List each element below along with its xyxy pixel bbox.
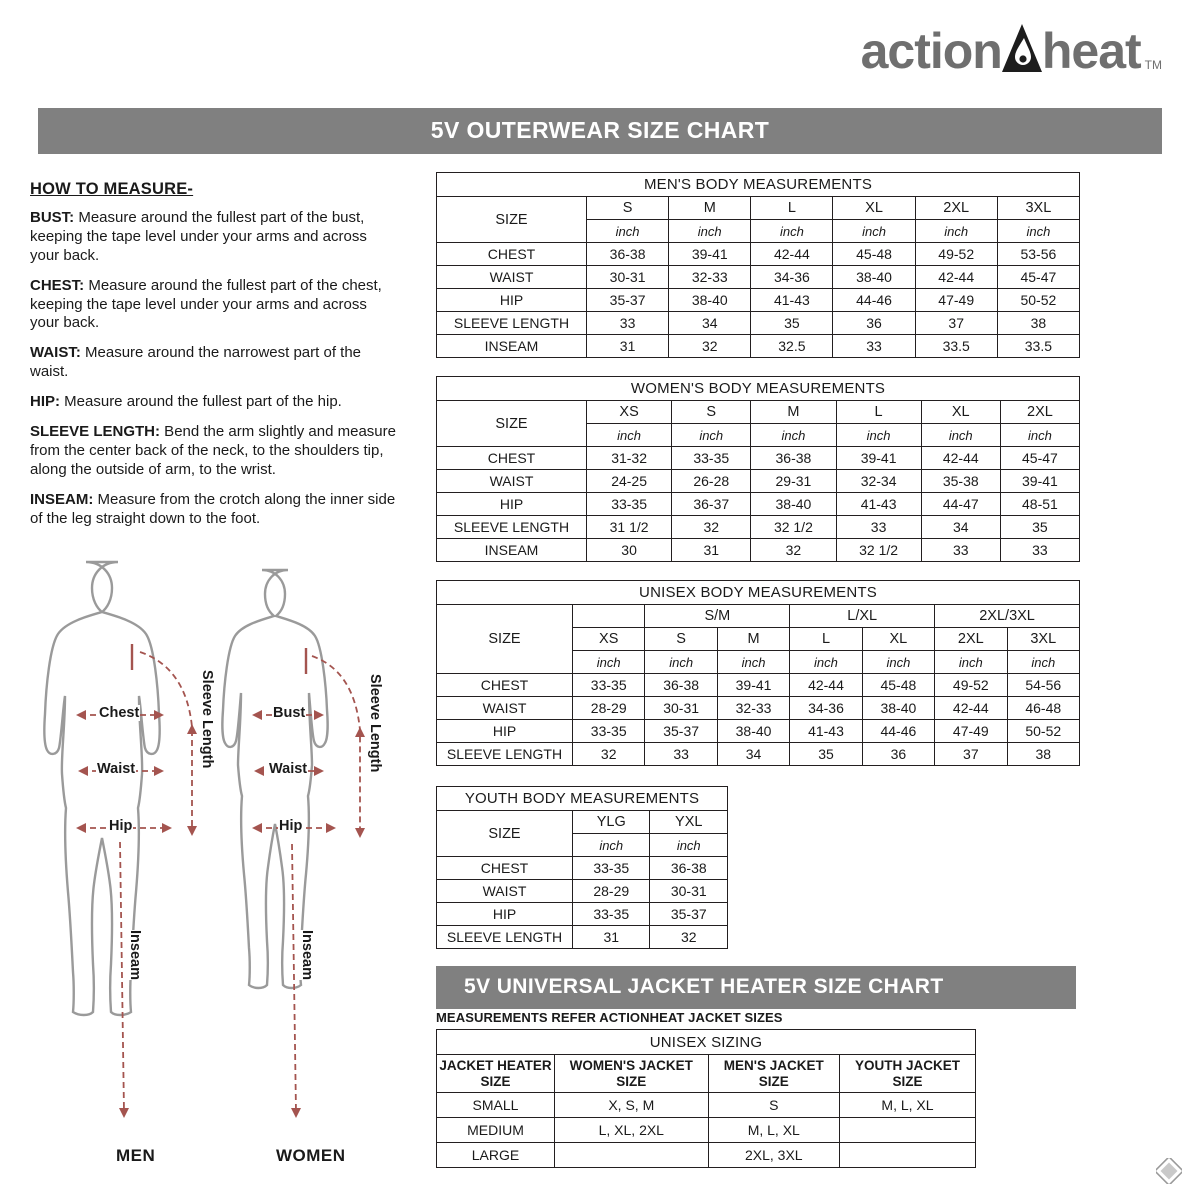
youth-size-ylg: YLG bbox=[573, 811, 650, 834]
diamond-icon bbox=[1156, 1158, 1182, 1184]
unisex-hip-2xl: 47-49 bbox=[935, 720, 1007, 743]
mens-waist-3xl: 45-47 bbox=[997, 266, 1079, 289]
womens-waist-s: 26-28 bbox=[672, 470, 751, 493]
unisex-table-title: UNISEX BODY MEASUREMENTS bbox=[437, 581, 1080, 605]
measure-text-bust: Measure around the fullest part of the bust, keeping the tape level under your arms and across your back. bbox=[30, 209, 367, 264]
logo-text-action: action bbox=[860, 23, 1002, 79]
mens-waist-l: 34-36 bbox=[751, 266, 833, 289]
womens-hip-m: 38-40 bbox=[751, 493, 836, 516]
womens-waist-xs: 24-25 bbox=[587, 470, 672, 493]
men-inseam-label: Inseam bbox=[127, 930, 143, 980]
unisex-unit-3: inch bbox=[717, 651, 789, 674]
mens-size-2xl: 2XL bbox=[915, 197, 997, 220]
heater-small-mens: S bbox=[708, 1093, 839, 1118]
measure-text-chest: Measure around the fullest part of the chest, keeping the tape level under your arms and across your back. bbox=[30, 276, 382, 332]
unisex-waist-2xl: 42-44 bbox=[935, 697, 1007, 720]
measure-text-hip: Measure around the fullest part of the hip. bbox=[60, 393, 342, 411]
womens-chest-l: 39-41 bbox=[836, 447, 921, 470]
mens-chest-l: 42-44 bbox=[751, 243, 833, 266]
womens-measurements-table bbox=[436, 376, 1080, 562]
table-row bbox=[437, 1143, 976, 1168]
logo-text-heat: heat bbox=[1041, 23, 1141, 79]
womens-row-label-chest: CHEST bbox=[437, 447, 587, 470]
unisex-unit-4: inch bbox=[790, 651, 862, 674]
unisex-sleeve-s: 33 bbox=[645, 743, 717, 766]
mens-size-m: M bbox=[669, 197, 751, 220]
mens-inseam-xl: 33 bbox=[833, 335, 915, 358]
unisex-waist-xl: 38-40 bbox=[862, 697, 934, 720]
mens-chest-xl: 45-48 bbox=[833, 243, 915, 266]
womens-table-title: WOMEN'S BODY MEASUREMENTS bbox=[437, 377, 1080, 401]
heater-header-jacket-heater-size: JACKET HEATER SIZE bbox=[437, 1055, 555, 1093]
mens-row-label-waist: WAIST bbox=[437, 266, 587, 289]
unisex-sleeve-2xl: 37 bbox=[935, 743, 1007, 766]
heater-header-youth-jacket-size: YOUTH JACKET SIZE bbox=[839, 1055, 975, 1093]
womens-unit-6: inch bbox=[1000, 424, 1079, 447]
women-bust-label: Bust bbox=[273, 705, 306, 721]
unisex-size-2xl: 2XL bbox=[935, 628, 1007, 651]
unisex-hip-l: 41-43 bbox=[790, 720, 862, 743]
unisex-chest-xs: 33-35 bbox=[573, 674, 645, 697]
mens-row-label-sleeve: SLEEVE LENGTH bbox=[437, 312, 587, 335]
youth-sleeve-yxl: 32 bbox=[650, 926, 728, 949]
womens-row-label-waist: WAIST bbox=[437, 470, 587, 493]
table-title-row bbox=[437, 1030, 976, 1055]
table-row bbox=[437, 470, 1080, 493]
table-row bbox=[437, 493, 1080, 516]
table-header-row bbox=[437, 811, 728, 834]
womens-waist-xl: 35-38 bbox=[921, 470, 1000, 493]
heater-row-label-large: LARGE bbox=[437, 1143, 555, 1168]
brand-logo bbox=[860, 22, 1162, 79]
how-to-measure-section bbox=[30, 180, 400, 539]
unisex-chest-s: 36-38 bbox=[645, 674, 717, 697]
womens-row-label-inseam: INSEAM bbox=[437, 539, 587, 562]
unisex-sleeve-l: 35 bbox=[790, 743, 862, 766]
unisex-chest-m: 39-41 bbox=[717, 674, 789, 697]
mens-chest-m: 39-41 bbox=[669, 243, 751, 266]
table-row bbox=[437, 243, 1080, 266]
flame-icon bbox=[1000, 22, 1044, 76]
womens-unit-3: inch bbox=[751, 424, 836, 447]
womens-unit-1: inch bbox=[587, 424, 672, 447]
womens-sleeve-2xl: 35 bbox=[1000, 516, 1079, 539]
table-row bbox=[437, 697, 1080, 720]
men-hip-label: Hip bbox=[109, 818, 133, 834]
heater-large-womens bbox=[555, 1143, 709, 1168]
womens-waist-l: 32-34 bbox=[836, 470, 921, 493]
measure-item-sleeve bbox=[30, 423, 400, 480]
mens-size-label: SIZE bbox=[437, 197, 587, 243]
men-sleeve-label: Sleeve Length bbox=[199, 670, 215, 769]
table-row bbox=[437, 266, 1080, 289]
mens-measurements-table bbox=[436, 172, 1080, 358]
measure-text-waist: Measure around the narrowest part of the waist. bbox=[30, 344, 362, 381]
table-header-row bbox=[437, 197, 1080, 220]
measure-term-sleeve: SLEEVE LENGTH: bbox=[30, 423, 161, 441]
table-row bbox=[437, 539, 1080, 562]
youth-row-label-hip: HIP bbox=[437, 903, 573, 926]
unisex-waist-s: 30-31 bbox=[645, 697, 717, 720]
unisex-row-label-chest: CHEST bbox=[437, 674, 573, 697]
youth-table-title: YOUTH BODY MEASUREMENTS bbox=[437, 787, 728, 811]
table-row bbox=[437, 335, 1080, 358]
womens-waist-2xl: 39-41 bbox=[1000, 470, 1079, 493]
heater-row-label-medium: MEDIUM bbox=[437, 1118, 555, 1143]
table-row bbox=[437, 289, 1080, 312]
womens-size-xl: XL bbox=[921, 401, 1000, 424]
heater-medium-mens: M, L, XL bbox=[708, 1118, 839, 1143]
womens-chest-xs: 31-32 bbox=[587, 447, 672, 470]
womens-size-xs: XS bbox=[587, 401, 672, 424]
womens-unit-2: inch bbox=[672, 424, 751, 447]
mens-inseam-3xl: 33.5 bbox=[997, 335, 1079, 358]
womens-hip-xs: 33-35 bbox=[587, 493, 672, 516]
unisex-size-s: S bbox=[645, 628, 717, 651]
page-title: 5V OUTERWEAR SIZE CHART bbox=[38, 108, 1162, 154]
heater-medium-womens: L, XL, 2XL bbox=[555, 1118, 709, 1143]
unisex-chest-l: 42-44 bbox=[790, 674, 862, 697]
mens-hip-xl: 44-46 bbox=[833, 289, 915, 312]
mens-size-3xl: 3XL bbox=[997, 197, 1079, 220]
unisex-row-label-waist: WAIST bbox=[437, 697, 573, 720]
unisex-size-label: SIZE bbox=[437, 605, 573, 674]
mens-inseam-s: 31 bbox=[587, 335, 669, 358]
men-chest-label: Chest bbox=[99, 705, 140, 721]
mens-hip-3xl: 50-52 bbox=[997, 289, 1079, 312]
unisex-sleeve-xs: 32 bbox=[573, 743, 645, 766]
women-waist-label: Waist bbox=[269, 761, 308, 777]
youth-hip-ylg: 33-35 bbox=[573, 903, 650, 926]
table-header-row bbox=[437, 1055, 976, 1093]
unisex-group-lxl: L/XL bbox=[790, 605, 935, 628]
how-to-measure-heading: HOW TO MEASURE- bbox=[30, 180, 194, 198]
womens-inseam-s: 31 bbox=[672, 539, 751, 562]
unisex-size-xl: XL bbox=[862, 628, 934, 651]
mens-size-xl: XL bbox=[833, 197, 915, 220]
unisex-chest-3xl: 54-56 bbox=[1007, 674, 1079, 697]
mens-size-l: L bbox=[751, 197, 833, 220]
womens-chest-s: 33-35 bbox=[672, 447, 751, 470]
table-row bbox=[437, 1118, 976, 1143]
unisex-sleeve-xl: 36 bbox=[862, 743, 934, 766]
mens-hip-l: 41-43 bbox=[751, 289, 833, 312]
table-row bbox=[437, 880, 728, 903]
figure-label-women: WOMEN bbox=[276, 1146, 346, 1165]
womens-inseam-xl: 33 bbox=[921, 539, 1000, 562]
mens-sleeve-3xl: 38 bbox=[997, 312, 1079, 335]
womens-inseam-m: 32 bbox=[751, 539, 836, 562]
measure-item-hip bbox=[30, 393, 400, 412]
unisex-hip-xl: 44-46 bbox=[862, 720, 934, 743]
womens-sleeve-s: 32 bbox=[672, 516, 751, 539]
unisex-waist-l: 34-36 bbox=[790, 697, 862, 720]
body-diagrams bbox=[20, 552, 420, 1172]
youth-chest-ylg: 33-35 bbox=[573, 857, 650, 880]
womens-chest-m: 36-38 bbox=[751, 447, 836, 470]
womens-inseam-xs: 30 bbox=[587, 539, 672, 562]
measure-term-inseam: INSEAM: bbox=[30, 490, 94, 508]
womens-size-label: SIZE bbox=[437, 401, 587, 447]
womens-size-m: M bbox=[751, 401, 836, 424]
unisex-unit-1: inch bbox=[573, 651, 645, 674]
men-waist-label: Waist bbox=[97, 761, 136, 777]
mens-sleeve-l: 35 bbox=[751, 312, 833, 335]
womens-hip-xl: 44-47 bbox=[921, 493, 1000, 516]
measure-text-inseam: Measure from the crotch along the inner side of the leg straight down to the foot. bbox=[30, 490, 396, 527]
measure-item-chest bbox=[30, 277, 400, 334]
unisex-waist-m: 32-33 bbox=[717, 697, 789, 720]
mens-chest-2xl: 49-52 bbox=[915, 243, 997, 266]
womens-sleeve-m: 32 1/2 bbox=[751, 516, 836, 539]
mens-chest-3xl: 53-56 bbox=[997, 243, 1079, 266]
unisex-size-3xl: 3XL bbox=[1007, 628, 1079, 651]
mens-row-label-chest: CHEST bbox=[437, 243, 587, 266]
unisex-hip-xs: 33-35 bbox=[573, 720, 645, 743]
heater-note: MEASUREMENTS REFER ACTIONHEAT JACKET SIZES bbox=[436, 1010, 783, 1025]
mens-waist-s: 30-31 bbox=[587, 266, 669, 289]
heater-small-youth: M, L, XL bbox=[839, 1093, 975, 1118]
mens-waist-xl: 38-40 bbox=[833, 266, 915, 289]
womens-chest-xl: 42-44 bbox=[921, 447, 1000, 470]
womens-size-s: S bbox=[672, 401, 751, 424]
youth-unit-1: inch bbox=[573, 834, 650, 857]
measure-item-bust bbox=[30, 209, 400, 266]
mens-row-label-hip: HIP bbox=[437, 289, 587, 312]
measure-item-inseam bbox=[30, 491, 400, 529]
unisex-unit-2: inch bbox=[645, 651, 717, 674]
womens-row-label-hip: HIP bbox=[437, 493, 587, 516]
mens-hip-m: 38-40 bbox=[669, 289, 751, 312]
youth-hip-yxl: 35-37 bbox=[650, 903, 728, 926]
measure-term-hip: HIP: bbox=[30, 393, 60, 411]
mens-waist-2xl: 42-44 bbox=[915, 266, 997, 289]
mens-inseam-m: 32 bbox=[669, 335, 751, 358]
womens-hip-s: 36-37 bbox=[672, 493, 751, 516]
youth-measurements-table bbox=[436, 786, 728, 949]
table-row bbox=[437, 720, 1080, 743]
unisex-hip-s: 35-37 bbox=[645, 720, 717, 743]
heater-small-womens: X, S, M bbox=[555, 1093, 709, 1118]
womens-unit-4: inch bbox=[836, 424, 921, 447]
table-header-row bbox=[437, 401, 1080, 424]
unisex-group-sm: S/M bbox=[645, 605, 790, 628]
youth-unit-2: inch bbox=[650, 834, 728, 857]
unisex-size-m: M bbox=[717, 628, 789, 651]
measure-text-sleeve: Bend the arm slightly and measure from the center back of the neck, to the shoulders tip, along the outside of arm, to the wrist. bbox=[30, 423, 396, 478]
heater-large-youth bbox=[839, 1143, 975, 1168]
womens-hip-l: 41-43 bbox=[836, 493, 921, 516]
mens-sleeve-s: 33 bbox=[587, 312, 669, 335]
mens-size-s: S bbox=[587, 197, 669, 220]
womens-size-l: L bbox=[836, 401, 921, 424]
mens-row-label-inseam: INSEAM bbox=[437, 335, 587, 358]
unisex-unit-5: inch bbox=[862, 651, 934, 674]
heater-section-title: 5V UNIVERSAL JACKET HEATER SIZE CHART bbox=[436, 966, 1076, 1009]
unisex-sleeve-3xl: 38 bbox=[1007, 743, 1079, 766]
unisex-unit-6: inch bbox=[935, 651, 1007, 674]
womens-size-2xl: 2XL bbox=[1000, 401, 1079, 424]
mens-sleeve-xl: 36 bbox=[833, 312, 915, 335]
measure-item-waist bbox=[30, 344, 400, 382]
table-row bbox=[437, 1093, 976, 1118]
unisex-measurements-table bbox=[436, 580, 1080, 766]
table-title-row bbox=[437, 173, 1080, 197]
mens-unit-5: inch bbox=[915, 220, 997, 243]
measure-term-waist: WAIST: bbox=[30, 344, 81, 362]
unisex-row-label-hip: HIP bbox=[437, 720, 573, 743]
youth-waist-yxl: 30-31 bbox=[650, 880, 728, 903]
mens-unit-1: inch bbox=[587, 220, 669, 243]
unisex-chest-xl: 45-48 bbox=[862, 674, 934, 697]
mens-table-title: MEN'S BODY MEASUREMENTS bbox=[437, 173, 1080, 197]
womens-waist-m: 29-31 bbox=[751, 470, 836, 493]
heater-header-mens-jacket-size: MEN'S JACKET SIZE bbox=[708, 1055, 839, 1093]
womens-inseam-2xl: 33 bbox=[1000, 539, 1079, 562]
womens-hip-2xl: 48-51 bbox=[1000, 493, 1079, 516]
heater-medium-youth bbox=[839, 1118, 975, 1143]
unisex-size-xs: XS bbox=[573, 628, 645, 651]
unisex-group-blank bbox=[573, 605, 645, 628]
table-row bbox=[437, 516, 1080, 539]
table-row bbox=[437, 857, 728, 880]
unisex-sleeve-m: 34 bbox=[717, 743, 789, 766]
mens-sleeve-2xl: 37 bbox=[915, 312, 997, 335]
figure-label-men: MEN bbox=[116, 1146, 156, 1165]
mens-unit-2: inch bbox=[669, 220, 751, 243]
heater-large-mens: 2XL, 3XL bbox=[708, 1143, 839, 1168]
youth-chest-yxl: 36-38 bbox=[650, 857, 728, 880]
womens-unit-5: inch bbox=[921, 424, 1000, 447]
mens-hip-s: 35-37 bbox=[587, 289, 669, 312]
unisex-hip-3xl: 50-52 bbox=[1007, 720, 1079, 743]
women-sleeve-label: Sleeve Length bbox=[367, 674, 383, 773]
table-row bbox=[437, 743, 1080, 766]
unisex-unit-7: inch bbox=[1007, 651, 1079, 674]
heater-sizing-table bbox=[436, 1029, 976, 1168]
youth-size-yxl: YXL bbox=[650, 811, 728, 834]
table-row bbox=[437, 674, 1080, 697]
mens-sleeve-m: 34 bbox=[669, 312, 751, 335]
measure-term-bust: BUST: bbox=[30, 209, 75, 226]
unisex-row-label-sleeve: SLEEVE LENGTH bbox=[437, 743, 573, 766]
women-hip-label: Hip bbox=[279, 818, 303, 834]
table-row bbox=[437, 312, 1080, 335]
youth-row-label-waist: WAIST bbox=[437, 880, 573, 903]
mens-inseam-l: 32.5 bbox=[751, 335, 833, 358]
women-inseam-label: Inseam bbox=[299, 930, 315, 980]
unisex-waist-xs: 28-29 bbox=[573, 697, 645, 720]
heater-header-womens-jacket-size: WOMEN'S JACKET SIZE bbox=[555, 1055, 709, 1093]
figure-illustrations bbox=[20, 552, 420, 1152]
table-title-row bbox=[437, 377, 1080, 401]
heater-row-label-small: SMALL bbox=[437, 1093, 555, 1118]
youth-sleeve-ylg: 31 bbox=[573, 926, 650, 949]
table-row bbox=[437, 447, 1080, 470]
mens-hip-2xl: 47-49 bbox=[915, 289, 997, 312]
unisex-waist-3xl: 46-48 bbox=[1007, 697, 1079, 720]
table-title-row bbox=[437, 581, 1080, 605]
womens-sleeve-xl: 34 bbox=[921, 516, 1000, 539]
womens-sleeve-xs: 31 1/2 bbox=[587, 516, 672, 539]
mens-chest-s: 36-38 bbox=[587, 243, 669, 266]
youth-waist-ylg: 28-29 bbox=[573, 880, 650, 903]
unisex-size-l: L bbox=[790, 628, 862, 651]
heater-table-title: UNISEX SIZING bbox=[437, 1030, 976, 1055]
table-title-row bbox=[437, 787, 728, 811]
table-row bbox=[437, 926, 728, 949]
womens-row-label-sleeve: SLEEVE LENGTH bbox=[437, 516, 587, 539]
table-row bbox=[437, 903, 728, 926]
unisex-hip-m: 38-40 bbox=[717, 720, 789, 743]
womens-chest-2xl: 45-47 bbox=[1000, 447, 1079, 470]
measure-term-chest: CHEST: bbox=[30, 276, 85, 294]
youth-row-label-sleeve: SLEEVE LENGTH bbox=[437, 926, 573, 949]
mens-waist-m: 32-33 bbox=[669, 266, 751, 289]
mens-unit-6: inch bbox=[997, 220, 1079, 243]
logo-trademark: TM bbox=[1144, 58, 1162, 72]
mens-unit-3: inch bbox=[751, 220, 833, 243]
table-group-row bbox=[437, 605, 1080, 628]
womens-sleeve-l: 33 bbox=[836, 516, 921, 539]
unisex-chest-2xl: 49-52 bbox=[935, 674, 1007, 697]
unisex-group-2xl3xl: 2XL/3XL bbox=[935, 605, 1080, 628]
youth-row-label-chest: CHEST bbox=[437, 857, 573, 880]
mens-inseam-2xl: 33.5 bbox=[915, 335, 997, 358]
youth-size-label: SIZE bbox=[437, 811, 573, 857]
womens-inseam-l: 32 1/2 bbox=[836, 539, 921, 562]
mens-unit-4: inch bbox=[833, 220, 915, 243]
